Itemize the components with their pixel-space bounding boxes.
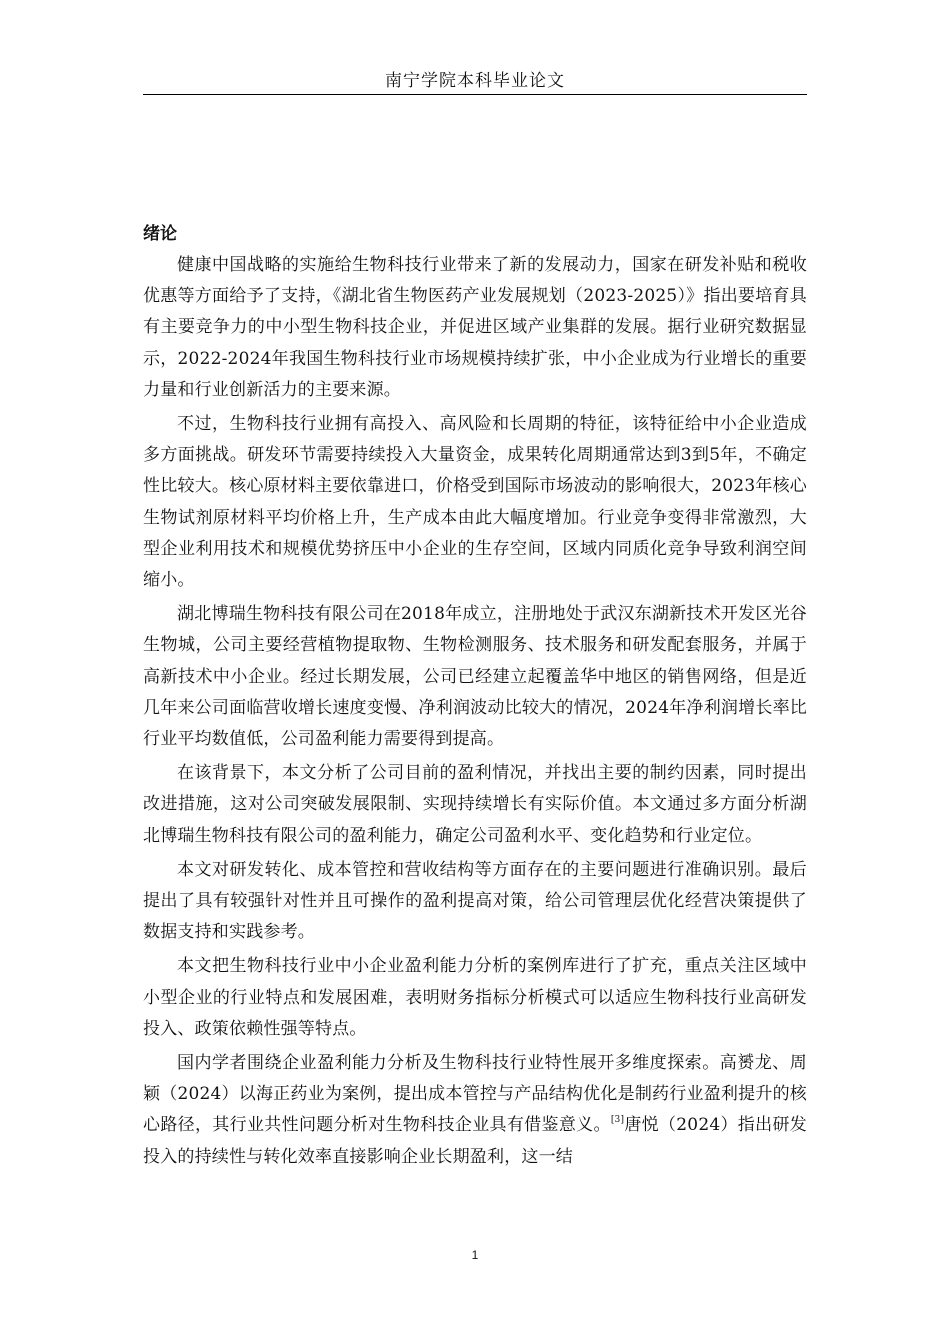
running-header: 南宁学院本科毕业论文 [385,71,565,91]
main-content [143,218,807,1176]
paragraph-6: 本文把生物科技行业中小企业盈利能力分析的案例库进行了扩充，重点关注区域中小型企业的行业特点和发展困难，表明财务指标分析模式可以适应生物科技行业高研发投入、政策依赖性强等特点。 [143,956,807,1039]
paragraph-4: 在该背景下，本文分析了公司目前的盈利情况，并找出主要的制约因素，同时提出改进措施，这对公司突破发展限制、实现持续增长有实际价值。本文通过多方面分析湖北博瑞生物科技有限公司的盈利能力，确定公司盈利水平、变化趋势和行业定位。 [143,763,807,846]
paragraph-2: 不过，生物科技行业拥有高投入、高风险和长周期的特征，该特征给中小企业造成多方面挑战。研发环节需要持续投入大量资金，成果转化周期通常达到3到5年，不确定性比较大。核心原材料主要依靠进口，价格受到国际市场波动的影响很大，2023年核心生物试剂原材料平均价格上升，生产成本由此大幅度增加。行业竞争变得非常激烈，大型企业利用技术和规模优势挤压中小企业的生存空间，区域内同质化竞争导致利润空间缩小。 [143,414,807,591]
citation-marker[interactable]: [3] [610,1115,625,1126]
header-rule [143,94,807,95]
paragraph-1: 健康中国战略的实施给生物科技行业带来了新的发展动力，国家在研发补贴和税收优惠等方面给予了支持，《湖北省生物医药产业发展规划（2023-2025）》指出要培育具有主要竞争力的中小型生物科技企业，并促进区域产业集群的发展。据行业研究数据显示，2022-2024年我国生物科技行业市场规模持续扩张，中小企业成为行业增长的重要力量和行业创新活力的主要来源。 [143,255,807,400]
page-number: 1 [471,1248,479,1262]
paragraph-7-text-a: 国内学者围绕企业盈利能力分析及生物科技行业特性展开多维度探索。高赟龙、周颖（2024）以海正药业为案例，提出成本管控与产品结构优化是制药行业盈利提升的核心路径，其行业共性问题分析对生物科技企业具有借鉴意义。 [143,1053,807,1136]
paragraph-5: 本文对研发转化、成本管控和营收结构等方面存在的主要问题进行准确识别。最后提出了具有较强针对性并且可操作的盈利提高对策，给公司管理层优化经营决策提供了数据支持和实践参考。 [143,859,807,943]
paragraph-3: 湖北博瑞生物科技有限公司在2018年成立，注册地处于武汉东湖新技术开发区光谷生物城，公司主要经营植物提取物、生物检测服务、技术服务和研发配套服务，并属于高新技术中小企业。经过长期发展，公司已经建立起覆盖华中地区的销售网络，但是近几年来公司面临营收增长速度变慢、净利润波动比较大的情况，2024年净利润增长率比行业平均数值低，公司盈利能力需要得到提高。 [143,604,807,750]
paragraph-7-text-b: 唐悦（2024）指出研发投入的持续性与转化效率直接影响企业长期盈利，这一结 [143,1115,807,1167]
paragraph-7 [143,1048,807,1173]
section-title: 绪论 [143,224,177,244]
